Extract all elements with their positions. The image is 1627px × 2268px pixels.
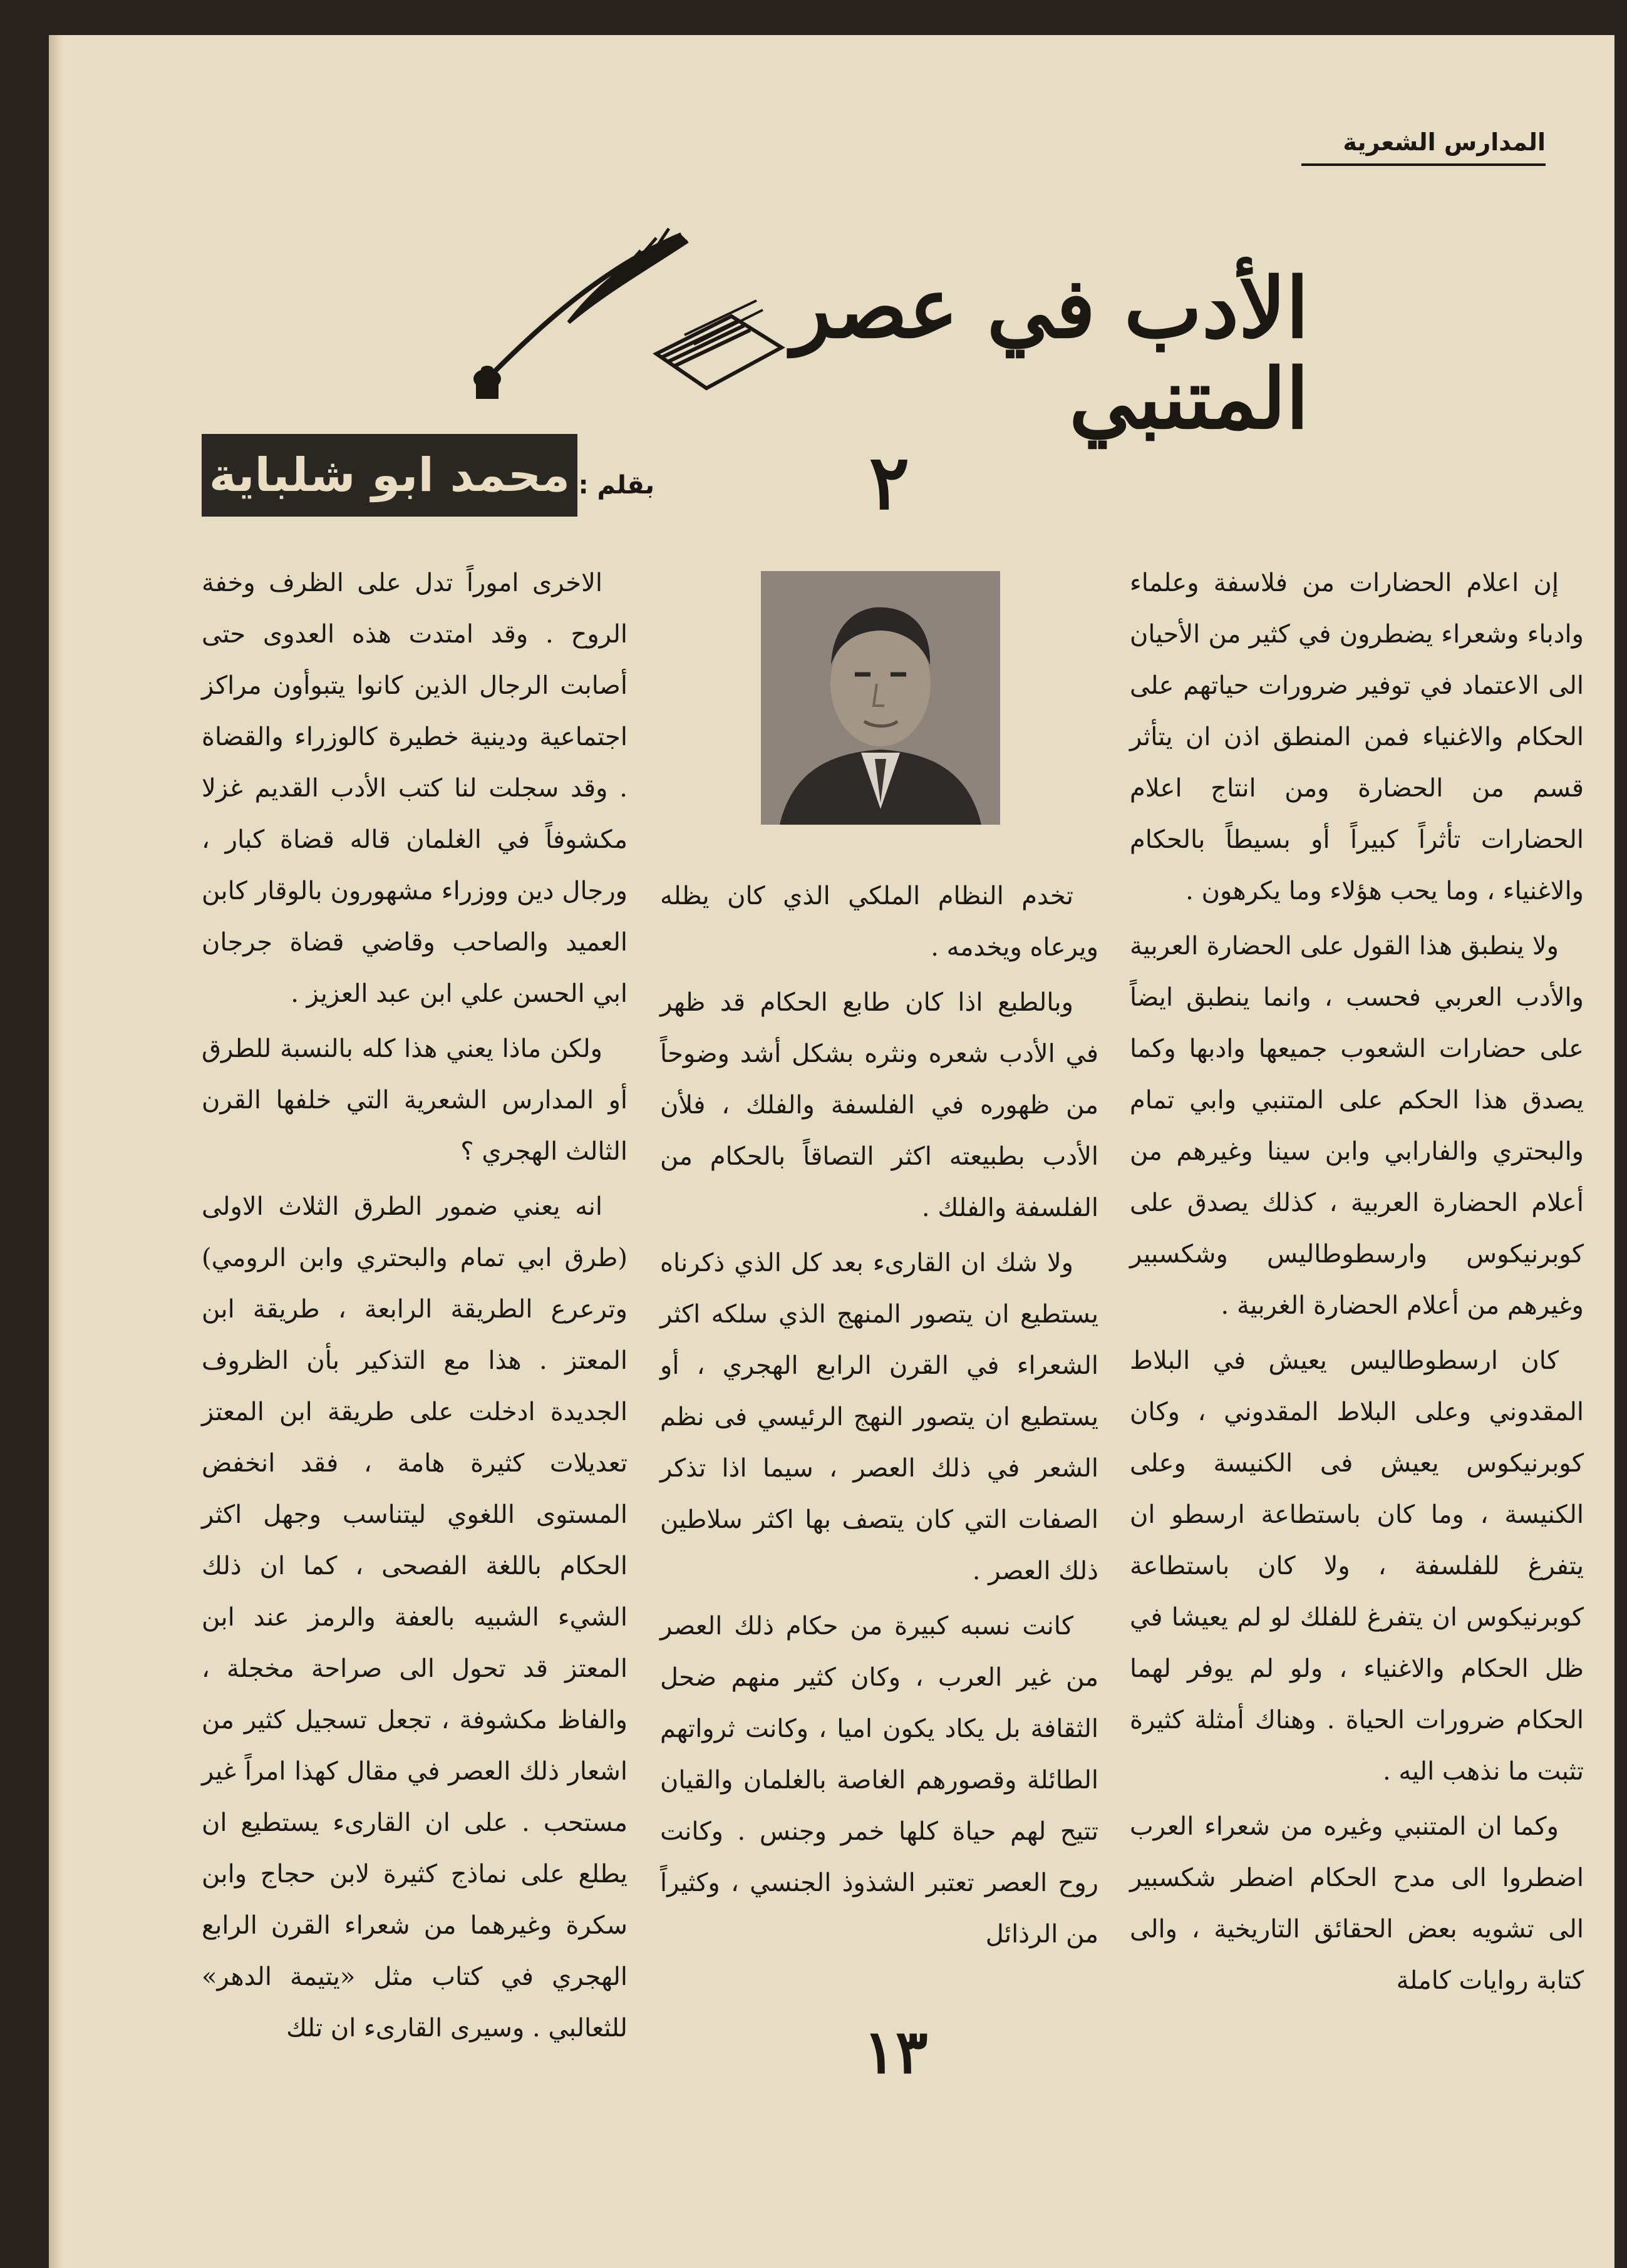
paragraph: انه يعني ضمور الطرق الثلاث الاولى (طرق ابي تمام والبحتري وابن الرومي) وترعرع الطريقة الرابعة ، طريقة ابن المعتز . هذا مع التذكير بأن الظروف الجديدة ادخلت على طريقة ابن المعتز تعديلات كثيرة هامة ، فقد انخفض المستوى اللغوي ليتناسب وجهل اكثر الحكام باللغة الفصحى ، كما ان ذلك الشيء الشبيه بالعفة والرمز عند ابن المعتز قد تحول الى صراحة مخجلة ، والفاظ مكشوفة ، تجعل تسجيل كثير من اشعار ذلك العصر في مقال كهذا امراً غير مستحب . على ان القارىء يستطيع ان يطلع على نماذج كثيرة لابن حجاج وابن سكرة وغيرهما من شعراء القرن الرابع الهجري في كتاب مثل «يتيمة الدهر» للثعالبي . وسيرى القارىء ان تلك [202, 1192, 628, 2043]
paragraph: ولا ينطبق هذا القول على الحضارة العربية والأدب العربي فحسب ، وانما ينطبق ايضاً على حضارات الشعوب جميعها وادبها وكما يصدق هذا الحكم على المتنبي وابي تمام والبحتري والفارابي وابن سينا وغيرهم من أعلام الحضارة العربية ، كذلك يصدق على كوبرنيكوس وارسطوطاليس وشكسبير وغيرهم من أعلام الحضارة الغربية . [1130, 932, 1584, 1320]
author-name: محمد ابو شلباية [202, 434, 577, 517]
paragraph: كانت نسبه كبيرة من حكام ذلك العصر من غير العرب ، وكان كثير منهم ضحل الثقافة بل يكاد يكون اميا ، وكانت ثرواتهم الطائلة وقصورهم الغاصة بالغلمان والقيان تتيح لهم حياة كلها خمر وجنس . وكانت روح العصر تعتبر الشذوذ الجنسي ، وكثيراً من الرذائل [660, 1612, 1098, 1949]
article-column-middle [660, 870, 1098, 1964]
byline-label: بقلم : [578, 471, 654, 500]
article-column-right [1130, 557, 1584, 2010]
page-number: ١٣ [863, 2016, 928, 2087]
article-column-left [202, 557, 628, 2058]
paragraph: كان ارسطوطاليس يعيش في البلاط المقدوني وعلى البلاط المقدوني ، وكان كوبرنيكوس يعيش فى الكنيسة وعلى الكنيسة ، وما كان باستطاعة ارسطو ان يتفرغ للفلسفة ، ولا كان باستطاعة كوبرنيكوس ان يتفرغ للفلك لو لم يعيشا في ظل الحكام والاغنياء ، ولو لم يوفر لهما الحكام ضرورات الحياة . وهناك أمثلة كثيرة تثبت ما نذهب اليه . [1130, 1346, 1584, 1786]
paragraph: إن اعلام الحضارات من فلاسفة وعلماء وادباء وشعراء يضطرون في كثير من الأحيان الى الاعتماد في توفير ضرورات حياتهم على الحكام والاغنياء فمن المنطق اذن ان يتأثر قسم من الحضارة ومن انتاج اعلام الحضارات تأثراً كبيراً أو بسيطاً بالحكام والاغنياء ، وما يحب هؤلاء وما يكرهون . [1130, 569, 1584, 905]
paragraph: ولكن ماذا يعني هذا كله بالنسبة للطرق أو المدارس الشعرية التي خلفها القرن الثالث الهجري ؟ [202, 1034, 628, 1166]
section-label: المدارس الشعرية [1301, 128, 1546, 166]
part-number: ٢ [869, 438, 910, 527]
paragraph: وكما ان المتنبي وغيره من شعراء العرب اضطروا الى مدح الحكام اضطر شكسبير الى تشويه بعض الحقائق التاريخية ، والى كتابة روايات كاملة [1130, 1812, 1584, 1995]
paragraph: ولا شك ان القارىء بعد كل الذي ذكرناه يستطيع ان يتصور المنهج الذي سلكه اكثر الشعراء في القرن الرابع الهجري ، أو يستطيع ان يتصور النهج الرئيسي فى نظم الشعر في ذلك العصر ، سيما اذا تذكر الصفات التي كان يتصف بها اكثر سلاطين ذلك العصر . [660, 1249, 1098, 1585]
author-photo [761, 571, 1000, 825]
page-edge-shadow [49, 35, 63, 2268]
paragraph: الاخرى اموراً تدل على الظرف وخفة الروح . وقد امتدت هذه العدوى حتى أصابت الرجال الذين كانوا يتبوأون مراكز اجتماعية ودينية خطيرة كالوزراء والقضاة . وقد سجلت لنا كتب الأدب القديم غزلا مكشوفاً في الغلمان قاله قضاة كبار ، ورجال دين ووزراء مشهورون بالوقار كابن العميد والصاحب وقاضي قضاة جرجان ابي الحسن علي ابن عبد العزيز . [202, 569, 628, 1008]
quill-and-inkwell-icon [468, 222, 788, 410]
paragraph: تخدم النظام الملكي الذي كان يظله ويرعاه ويخدمه . [660, 882, 1098, 962]
article-title: الأدب في عصر المتنبي [791, 260, 1309, 448]
paragraph: وبالطبع اذا كان طابع الحكام قد ظهر في الأدب شعره ونثره بشكل أشد وضوحاً من ظهوره في الفلسفة والفلك ، فلأن الأدب بطبيعته اكثر التصاقاً بالحكام من الفلسفة والفلك . [660, 988, 1098, 1222]
